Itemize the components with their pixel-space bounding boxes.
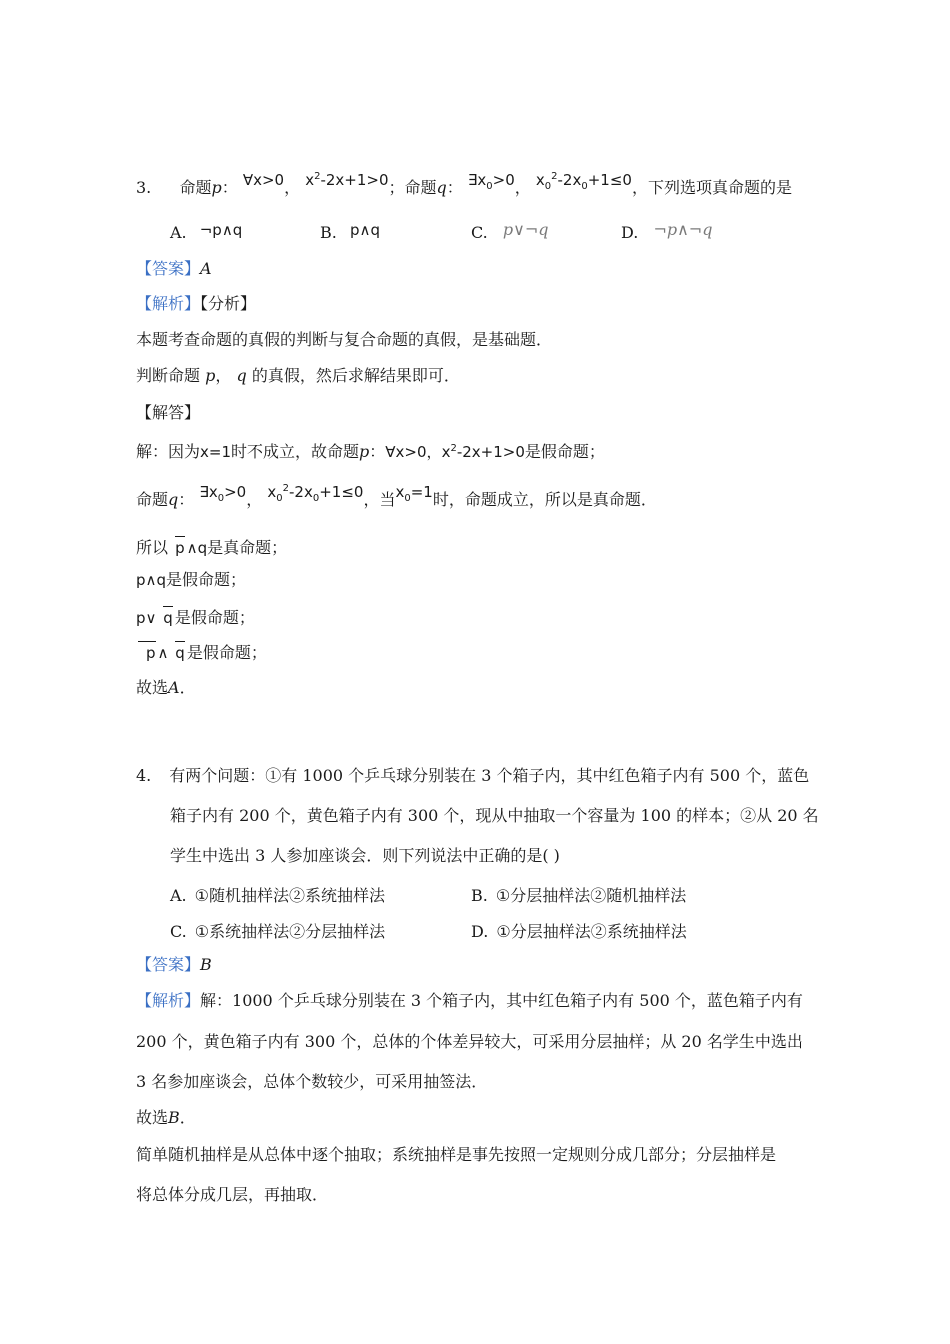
q4-analysis-line2: 200 个，黄色箱子内有 300 个，总体的个体差异较大，可采用分层抽样；从 20 名学生中选出 — [136, 1032, 803, 1051]
q4-final: 故选B． — [136, 1108, 196, 1127]
q4-stem-line1: 4. 有两个问题：①有 1000 个乒乓球分别装在 3 个箱子内，其中红色箱子内有 500 个，蓝色 — [136, 766, 810, 785]
q4-option-b: B. ①分层抽样法②随机抽样法 — [471, 886, 687, 905]
q3-result-4: p ∧ q 是假命题； — [136, 641, 267, 663]
q4-number: 4. — [136, 766, 152, 785]
q4-note-line1: 简单随机抽样是从总体中逐个抽取；系统抽样是事先按照一定规则分成几部分；分层抽样是 — [136, 1145, 777, 1164]
q3-jieda-heading: 【解答】 — [136, 403, 201, 422]
q3-option-a: A. ¬p∧q — [170, 221, 243, 242]
q4-stem-line3: 学生中选出 3 人参加座谈会．则下列说法中正确的是( ) — [170, 846, 560, 865]
q3-answer: 【答案】A — [136, 259, 212, 278]
q3-final: 故选A． — [136, 678, 196, 697]
q4-option-c: C. ①系统抽样法②分层抽样法 — [170, 922, 386, 941]
q3-analysis-heading: 【解析】【分析】 — [136, 294, 257, 313]
q4-note-line2: 将总体分成几层，再抽取． — [136, 1185, 329, 1204]
q4-option-a: A. ①随机抽样法②系统抽样法 — [170, 886, 385, 905]
q3-solution-line2: 命题q： $\exists x_0>0$， $x_0^2-2x_0+1\le 0$，当$x_0=1$时，命题成立，所以是真命题． — [136, 483, 657, 509]
q3-option-d: D. ¬p∧¬q — [621, 220, 713, 242]
q3-result-3: p∨ q 是假命题； — [136, 608, 255, 627]
q3-number: 3. — [136, 178, 152, 197]
q4-answer: 【答案】B — [136, 955, 212, 974]
q4-option-d: D. ①分层抽样法②系统抽样法 — [471, 922, 687, 941]
q3-result-1: 所以 p ∧q是真命题； — [136, 538, 288, 557]
q3-stem: 3. 命题p： ∀x>0， $x^2-2x+1>0$；命题q： $\exists x_0>0$， $x_0^2-2x_0+1\le 0$，下列选项真命题的是 — [136, 171, 792, 197]
q3-option-b: B. p∧q — [320, 221, 380, 242]
q3-solution-line1: 解：因为x=1时不成立，故命题p：∀x>0，$x^2-2x+1>0$是假命题； — [136, 442, 605, 461]
q4-analysis-line3: 3 名参加座谈会，总体个数较少，可采用抽签法． — [136, 1072, 488, 1091]
q3-analysis-line1: 本题考查命题的真假的判断与复合命题的真假，是基础题． — [136, 330, 553, 349]
q4-analysis-line1: 【解析】解：1000 个乒乓球分别装在 3 个箱子内，其中红色箱子内有 500 个，蓝色箱子内有 — [136, 991, 803, 1010]
q3-result-2: p∧q是假命题； — [136, 570, 247, 589]
q4-stem-line2: 箱子内有 200 个，黄色箱子内有 300 个，现从中抽取一个容量为 100 的样本；②从 20 名 — [170, 806, 819, 825]
q3-option-c: C. p∨¬q — [471, 220, 549, 242]
q3-analysis-line2: 判断命题 p， q 的真假，然后求解结果即可． — [136, 366, 460, 385]
